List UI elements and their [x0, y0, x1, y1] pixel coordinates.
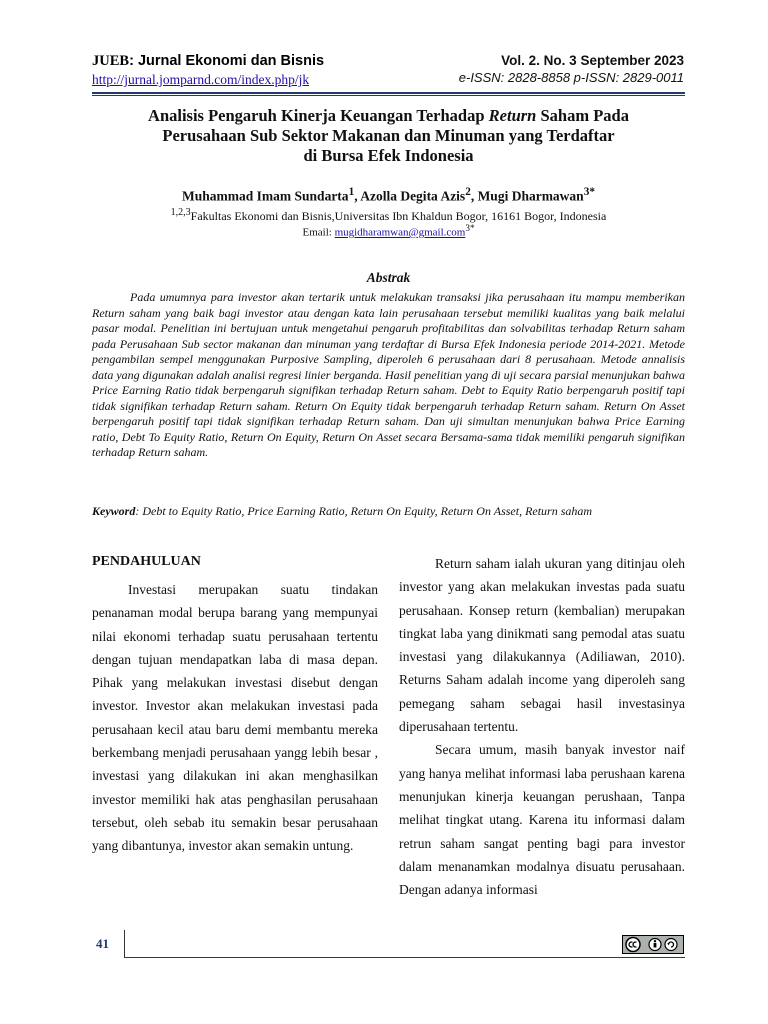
issue-info [459, 53, 684, 85]
journal-abbr: JUEB [92, 53, 130, 69]
author-sup: 3* [583, 186, 595, 198]
title-line-2: Perusahaan Sub Sektor Makanan dan Minuman yang Terdaftar [162, 126, 615, 145]
section-heading: PENDAHULUAN [92, 554, 201, 569]
header-divider [92, 92, 685, 94]
keywords [92, 504, 692, 519]
title-line-3: di Bursa Efek Indonesia [303, 146, 474, 165]
affiliation [92, 207, 685, 224]
abstract-heading: Abstrak [366, 270, 411, 285]
email-link[interactable]: mugidharamwan@gmail.com [334, 226, 466, 239]
volume-info: Vol. 2. No. 3 September 2023 [501, 53, 684, 68]
keyword-label: Keyword [92, 504, 136, 518]
abstract-text: Pada umumnya para investor akan tertarik untuk melakukan transaksi jika perusahaan itu mampu memberikan Return saham yang baik bagi investor atau dengan kata lain perusahaan tersebut memiliki kualitas yang baik melalui pasar modal. Penelitian ini bertujuan untuk mengetahui pengaruh profitabilitas dan solvabilitas terhadap Return saham pada Perusahaan Sub sector makanan dan minuman yang terdaftar di Bursa Efek Indonesia periode 2014-2021. Metode pengambilan sempel menggunakan Purposive Sampling, diperoleh 6 perusahaan dari 8 perusahaan. Metode annalisis data yang digunakan adalah analisi regresi linier berganda. Hasil penelitian yang di uji secara parsial menunjukan bahwa Price Earning Ratio tidak berpengaruh signifikan terhadap Return saham. Debt to Equity Ratio berpengaruh positif tapi tidak signifikan terhadap Return saham. Return On Equity tidak berpengaruh terhadap Return saham. Return On Asset berpengaruh positif tapi tidak signifikan terhadap Return saham. Dan uji simultan menunjukan bahwa Price Earning ratio, Debt To Equity Ratio, Return On Equity, Return On Asset secara Bersama-sama tidak memiliki pengaruh signifikan terhadap Return saham. [92, 290, 685, 459]
journal-header [92, 53, 324, 88]
cc-by-sa-icon [622, 935, 684, 954]
body-column-left [92, 552, 378, 858]
author-name: Mugi Dharmawan [477, 188, 584, 204]
author-sup: 2 [465, 186, 471, 198]
email-sup: 3* [465, 223, 475, 233]
journal-url-link[interactable]: http://jurnal.jomparnd.com/index.php/jk [92, 72, 310, 87]
affiliation-sup: 1,2,3 [170, 207, 191, 218]
body-paragraph: Return saham ialah ukuran yang ditinjau oleh investor yang akan melakukan investas pada suatu perusahaan. Konsep return (kembalian) merupakan tingkat laba yang dinikmati sang pemodal atas suatu investasi yang dilakukannya (Adiliawan, 2010). Returns Saham adalah income yang diperoleh sang pemegang saham sebagai hasil investasinya diperusahaan tertentu. [399, 556, 685, 735]
journal-title: Jurnal Ekonomi dan Bisnis [137, 53, 325, 69]
page-number: 41 [96, 936, 109, 951]
footer-divider-vertical [124, 930, 125, 958]
article-title [92, 106, 685, 166]
journal-sep: : [129, 53, 138, 69]
title-text-2: Saham Pada [536, 106, 629, 125]
title-text-1: Analisis Pengaruh Kinerja Keuangan Terhadap [148, 106, 489, 125]
issn-info: e-ISSN: 2828-8858 p-ISSN: 2829-0011 [458, 70, 684, 85]
footer-divider [124, 957, 685, 958]
author-sup: 1 [348, 186, 355, 198]
author-list [92, 186, 685, 205]
header-divider-thin [92, 95, 685, 96]
title-italic: Return [488, 106, 537, 125]
body-column-right [399, 552, 685, 901]
author-sep: , [354, 188, 361, 204]
body-paragraph: Secara umum, masih banyak investor naif yang hanya melihat informasi laba perushaan karena menunjukan kinerja keuangan perushaan, Tanpa melihat tingkat utang. Karena itu informasi dalam retrun saham sangat penting bagi para investor dalam menanamkan modalnya disuatu perusahaan. Dengan adanya informasi [399, 742, 685, 898]
author-sep: , [470, 188, 478, 204]
author-name: Muhammad Imam Sundarta [182, 188, 349, 204]
email-label: Email: [302, 226, 335, 239]
contact-email [92, 223, 685, 239]
journal-name [92, 53, 324, 70]
keyword-list: : Debt to Equity Ratio, Price Earning Ratio, Return On Equity, Return On Asset, Return saham [135, 504, 593, 518]
affiliation-text: Fakultas Ekonomi dan Bisnis,Universitas Ibn Khaldun Bogor, 16161 Bogor, Indonesia [190, 209, 607, 223]
body-paragraph: Investasi merupakan suatu tindakan penanaman modal berupa barang yang mempunyai nilai ekonomi terhadap suatu perusahaan tertentu dengan tujuan mendapatkan laba di masa depan. Pihak yang melakukan investasi disebut dengan investor. Investor akan melakukan investasi pada perusahaan kecil atau baru demi membantu mereka berkembang menjadi perusahaan yangg lebih besar , investasi yang dilakukan ini akan menghasilkan investor memiliki hak atas penghasilan perusahaan tersebut, oleh sebab itu semakin besar perusahaan yang dibantunya, investor akan semakin untung. [92, 582, 378, 854]
author-name: Azolla Degita Azis [360, 188, 466, 204]
